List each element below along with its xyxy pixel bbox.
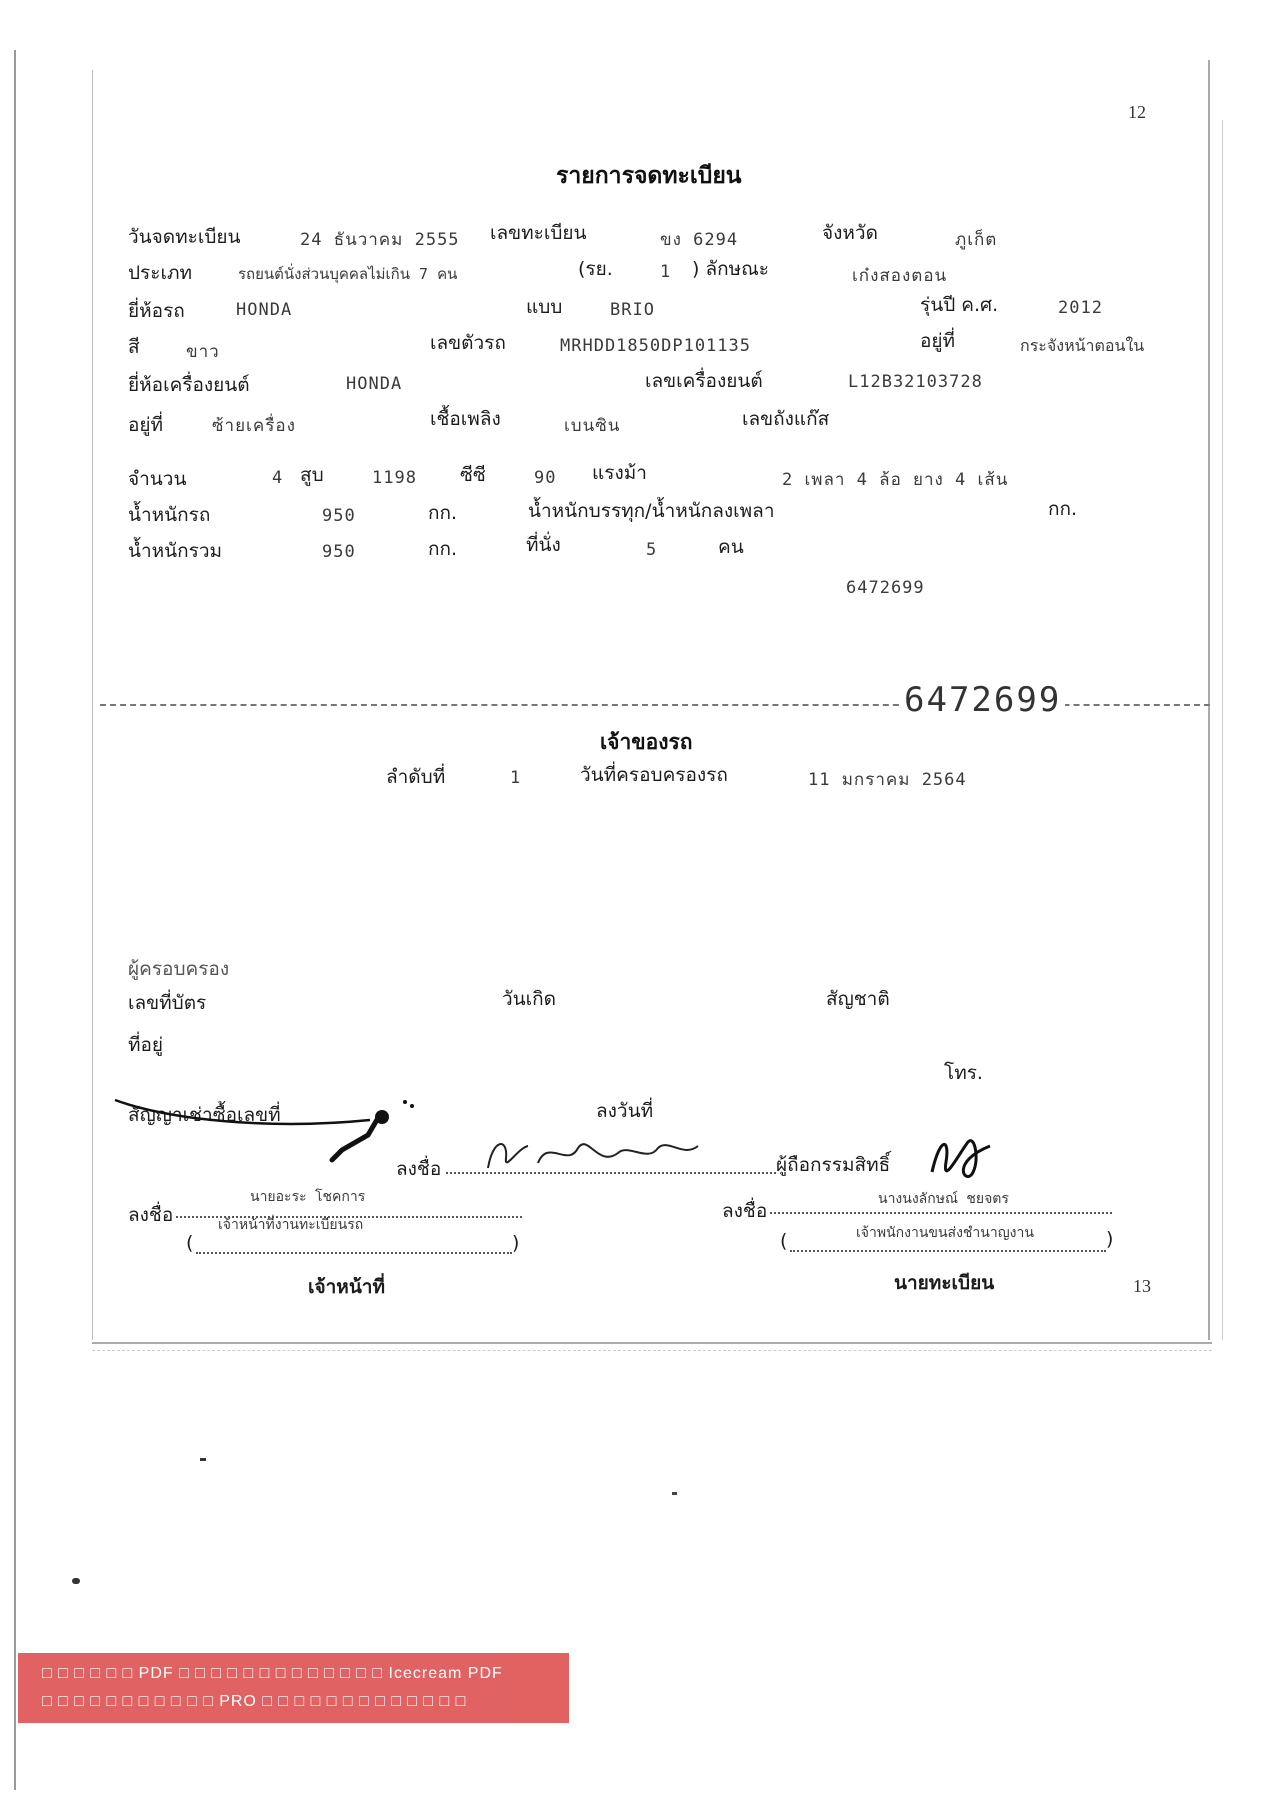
registrar-caption: นายทะเบียน bbox=[894, 1272, 995, 1294]
scan-speck bbox=[672, 1492, 677, 1495]
registrar-paren-open: ( bbox=[780, 1230, 788, 1252]
vin-label: เลขตัวรถ bbox=[430, 332, 506, 354]
serial-number-large: 6472699 bbox=[900, 680, 1065, 720]
load-label: น้ำหนักบรรทุก/น้ำหนักลงเพลา bbox=[528, 500, 775, 522]
brand-label: ยี่ห้อรถ bbox=[128, 300, 185, 322]
cc-label: ซีซี bbox=[460, 464, 486, 486]
holder-signature bbox=[478, 1128, 718, 1178]
officer-name: นายอะระ โชคการ bbox=[250, 1189, 366, 1205]
load-unit: กก. bbox=[1048, 498, 1078, 520]
owner-heading: เจ้าของรถ bbox=[600, 730, 693, 754]
hp-label: แรงม้า bbox=[592, 462, 647, 484]
serial-number-small: 6472699 bbox=[846, 578, 925, 598]
registrar-paren-line bbox=[790, 1250, 1106, 1252]
color-label: สี bbox=[128, 336, 140, 358]
possession-date-label: วันที่ครอบครองรถ bbox=[580, 764, 728, 786]
ry-label: (รย. bbox=[578, 258, 613, 280]
registrar-sign-line bbox=[770, 1212, 1112, 1214]
model-label: แบบ bbox=[526, 296, 563, 318]
officer-paren-open: ( bbox=[186, 1232, 194, 1254]
sheet-bottom-border bbox=[92, 1342, 1212, 1344]
watermark-line-2: □ □ □ □ □ □ □ □ □ □ □ PRO □ □ □ □ □ □ □ □ □ □ □ □ □ bbox=[42, 1693, 467, 1710]
possession-date-value: 11 มกราคม 2564 bbox=[808, 770, 967, 790]
sheet-bottom-border-2 bbox=[92, 1350, 1212, 1351]
registrar-sign-label: ลงชื่อ bbox=[722, 1200, 768, 1222]
sheet-left-border bbox=[92, 70, 93, 1340]
address-label: ที่อยู่ bbox=[128, 1034, 164, 1056]
type-value: รถยนต์นั่งส่วนบุคคลไม่เกิน 7 คน bbox=[238, 265, 458, 283]
fuel-label: เชื้อเพลิง bbox=[430, 408, 501, 430]
engine-number-label: เลขเครื่องยนต์ bbox=[645, 370, 763, 392]
registrar-name: นางนงลักษณ์ ชยจตร bbox=[878, 1191, 1009, 1207]
reg-date-value: 24 ธันวาคม 2555 bbox=[300, 230, 460, 250]
sheet-right-border-2 bbox=[1222, 120, 1223, 1340]
plate-label: เลขทะเบียน bbox=[490, 222, 587, 244]
engine-brand-label: ยี่ห้อเครื่องยนต์ bbox=[128, 374, 250, 396]
hp-value: 90 bbox=[534, 468, 557, 488]
phone-label: โทร. bbox=[944, 1062, 983, 1084]
gross-weight-unit: กก. bbox=[428, 538, 458, 560]
gross-weight-value: 950 bbox=[322, 542, 356, 562]
rights-holder-label: ผู้ถือกรรมสิทธิ์ bbox=[776, 1154, 891, 1176]
document-title: รายการจดทะเบียน bbox=[556, 163, 742, 189]
officer-paren-line bbox=[196, 1252, 512, 1254]
gross-weight-label: น้ำหนักรวม bbox=[128, 540, 223, 562]
axle-value: 2 เพลา 4 ล้อ ยาง 4 เส้น bbox=[782, 470, 1009, 490]
weight-label: น้ำหนักรถ bbox=[128, 504, 211, 526]
cylinder-label: สูบ bbox=[300, 464, 324, 486]
holder-sign-label: ลงชื่อ bbox=[396, 1158, 442, 1180]
scan-left-edge bbox=[14, 50, 16, 1790]
brand-value: HONDA bbox=[236, 300, 293, 320]
reg-date-label: วันจดทะเบียน bbox=[128, 226, 241, 248]
count-label: จำนวน bbox=[128, 468, 187, 490]
registrar-paren-close: ) bbox=[1106, 1228, 1114, 1250]
type-label: ประเภท bbox=[128, 262, 193, 284]
vin-location-value: กระจังหน้าตอนใน bbox=[1020, 336, 1145, 355]
year-value: 2012 bbox=[1058, 298, 1103, 318]
scan-speck bbox=[200, 1458, 206, 1461]
gas-tank-label: เลขถังแก๊ส bbox=[742, 408, 830, 430]
plate-value: ขง 6294 bbox=[660, 230, 739, 250]
color-value: ขาว bbox=[186, 342, 220, 362]
style-value: เก๋งสองตอน bbox=[852, 266, 948, 286]
registrar-title: เจ้าพนักงานขนส่งชำนาญงาน bbox=[856, 1225, 1034, 1241]
province-label: จังหวัด bbox=[822, 222, 878, 244]
page-number-top: 12 bbox=[1128, 102, 1146, 122]
vin-value: MRHDD1850DP101135 bbox=[560, 336, 751, 356]
pen-stroke-mark bbox=[110, 1090, 430, 1170]
order-value: 1 bbox=[510, 768, 522, 788]
fuel-value: เบนซิน bbox=[564, 416, 621, 436]
rights-holder-signature bbox=[920, 1132, 1000, 1192]
seat-label: ที่นั่ง bbox=[526, 534, 561, 556]
order-label: ลำดับที่ bbox=[386, 766, 446, 788]
province-value: ภูเก็ต bbox=[955, 230, 998, 250]
officer-sign-label: ลงชื่อ bbox=[128, 1204, 174, 1226]
year-label: รุ่นปี ค.ศ. bbox=[920, 294, 999, 316]
engine-location-label: อยู่ที่ bbox=[128, 414, 164, 436]
engine-location-value: ซ้ายเครื่อง bbox=[212, 416, 296, 436]
vin-location-label: อยู่ที่ bbox=[920, 330, 956, 352]
weight-value: 950 bbox=[322, 506, 356, 526]
card-number-label: เลขที่บัตร bbox=[128, 992, 207, 1014]
scan-speck bbox=[72, 1578, 80, 1584]
ry-value: 1 bbox=[660, 262, 672, 282]
watermark-banner bbox=[18, 1653, 569, 1723]
engine-number-value: L12B32103728 bbox=[848, 372, 983, 392]
lease-contract-label: สัญญาเช่าซื้อเลขที่ bbox=[128, 1104, 281, 1126]
weight-unit: กก. bbox=[428, 502, 458, 524]
page-number-bottom: 13 bbox=[1133, 1276, 1151, 1296]
seat-value: 5 bbox=[646, 540, 658, 560]
possessor-label: ผู้ครอบครอง bbox=[128, 958, 230, 980]
nationality-label: สัญชาติ bbox=[826, 988, 890, 1010]
person-label: คน bbox=[718, 536, 744, 558]
watermark-line-1: □ □ □ □ □ □ PDF □ □ □ □ □ □ □ □ □ □ □ □ □ Icecream PDF bbox=[42, 1665, 503, 1682]
style-label: ) ลักษณะ bbox=[692, 258, 769, 280]
cc-value: 1198 bbox=[372, 468, 417, 488]
cylinder-value: 4 bbox=[272, 468, 284, 488]
birth-date-label: วันเกิด bbox=[502, 988, 556, 1010]
officer-caption: เจ้าหน้าที่ bbox=[308, 1276, 386, 1298]
officer-paren-close: ) bbox=[512, 1232, 520, 1254]
model-value: BRIO bbox=[610, 300, 655, 320]
sheet-right-border bbox=[1208, 60, 1210, 1340]
engine-brand-value: HONDA bbox=[346, 374, 403, 394]
sign-date-label: ลงวันที่ bbox=[596, 1100, 654, 1122]
officer-title: เจ้าหน้าที่งานทะเบียนรถ bbox=[218, 1217, 364, 1233]
